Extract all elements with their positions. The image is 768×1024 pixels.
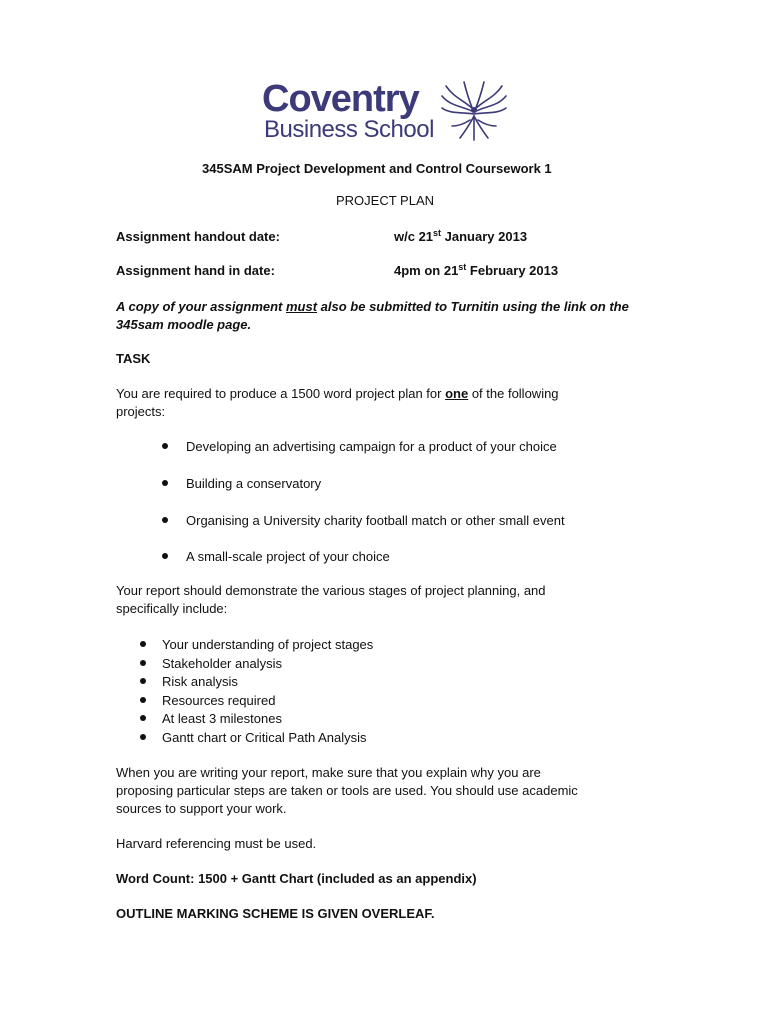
word-count: Word Count: 1500 + Gantt Chart (included as an appendix)	[116, 871, 477, 886]
writing-line-3: sources to support your work.	[116, 801, 287, 816]
bullet-icon	[140, 660, 146, 666]
harvard-note: Harvard referencing must be used.	[116, 836, 317, 851]
logo-line-2: Business School	[264, 116, 434, 143]
project-item: Developing an advertising campaign for a product of your choice	[186, 439, 557, 454]
bullet-icon	[162, 443, 168, 449]
task-intro-line-2: projects:	[116, 404, 166, 419]
bullet-icon	[140, 697, 146, 703]
phoenix-emblem-icon	[440, 80, 508, 142]
handout-value: w/c 21st January 2013	[394, 228, 528, 244]
writing-line-2: proposing particular steps are taken or tools are used. You should use academic	[116, 783, 578, 798]
task-heading: TASK	[116, 351, 151, 366]
coventry-logo	[262, 80, 512, 146]
bullet-icon	[140, 641, 146, 647]
include-item: Stakeholder analysis	[162, 656, 282, 671]
handout-label: Assignment handout date:	[116, 229, 280, 244]
bullet-icon	[140, 734, 146, 740]
bullet-icon	[162, 553, 168, 559]
turnitin-line-2: 345sam moodle page.	[116, 317, 252, 332]
project-item: Building a conservatory	[186, 476, 322, 491]
project-item: Organising a University charity football match or other small event	[186, 513, 565, 528]
include-item: Gantt chart or Critical Path Analysis	[162, 730, 367, 745]
bullet-icon	[162, 480, 168, 486]
document-title: 345SAM Project Development and Control Coursework 1	[202, 161, 552, 176]
project-item: A small-scale project of your choice	[186, 549, 390, 564]
writing-line-1: When you are writing your report, make sure that you explain why you are	[116, 765, 541, 780]
document-subtitle: PROJECT PLAN	[336, 193, 435, 208]
report-intro-line-1: Your report should demonstrate the various stages of project planning, and	[116, 583, 546, 598]
bullet-icon	[140, 715, 146, 721]
outline-note: OUTLINE MARKING SCHEME IS GIVEN OVERLEAF.	[116, 906, 435, 921]
bullet-icon	[140, 678, 146, 684]
logo-line-1: Coventry	[262, 78, 419, 120]
include-item: Risk analysis	[162, 674, 238, 689]
include-item: At least 3 milestones	[162, 711, 282, 726]
bullet-icon	[162, 517, 168, 523]
task-intro-line-1: You are required to produce a 1500 word project plan for one of the following	[116, 386, 559, 401]
handin-label: Assignment hand in date:	[116, 263, 275, 278]
handin-value: 4pm on 21st February 2013	[394, 262, 559, 278]
turnitin-line-1: A copy of your assignment must also be submitted to Turnitin using the link on the	[116, 299, 629, 314]
include-item: Your understanding of project stages	[162, 637, 374, 652]
include-item: Resources required	[162, 693, 276, 708]
report-intro-line-2: specifically include:	[116, 601, 228, 616]
